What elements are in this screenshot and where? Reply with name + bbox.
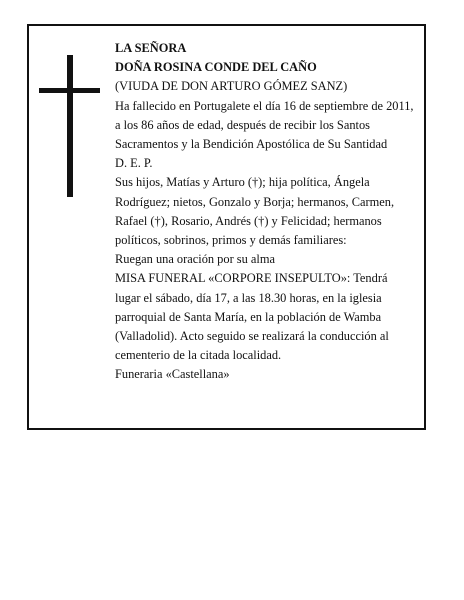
cross-horizontal-bar <box>39 88 100 93</box>
cross-vertical-bar <box>67 55 73 197</box>
funeral-home: Funeraria «Castellana» <box>115 367 230 382</box>
family-list: Sus hijos, Matías y Arturo (†); hija política, Ángela Rodríguez; nietos, Gonzalo y Borja; hermanos, Carmen, Rafael (†), Rosario, Andrés (†) y Felicidad; hermanos políticos, sobrinos, primos y demás familiares: <box>115 175 395 248</box>
prayer-request: Ruegan una oración por su alma <box>115 252 275 267</box>
cross-icon <box>39 55 100 197</box>
deceased-name: DOÑA ROSINA CONDE DEL CAÑO <box>115 60 317 75</box>
death-announcement: Ha fallecido en Portugalete el día 16 de septiembre de 2011, a los 86 años de edad, después de recibir los Santos Sacramentos y la Bendición Apostólica de Su Santidad <box>115 98 414 152</box>
notice-title: LA SEÑORA <box>115 41 187 55</box>
dep-text: D. E. P. <box>115 156 153 171</box>
obituary-notice <box>27 24 426 430</box>
notice-text <box>115 39 415 385</box>
funeral-details: MISA FUNERAL «CORPORE INSEPULTO»: Tendrá lugar el sábado, día 17, a las 18.30 horas, en la iglesia parroquial de Santa María, en la población de Wamba (Valladolid). Acto seguido se realizará la conducción al cementerio de la citada localidad. <box>115 271 389 363</box>
widow-of: (VIUDA DE DON ARTURO GÓMEZ SANZ) <box>115 79 348 94</box>
